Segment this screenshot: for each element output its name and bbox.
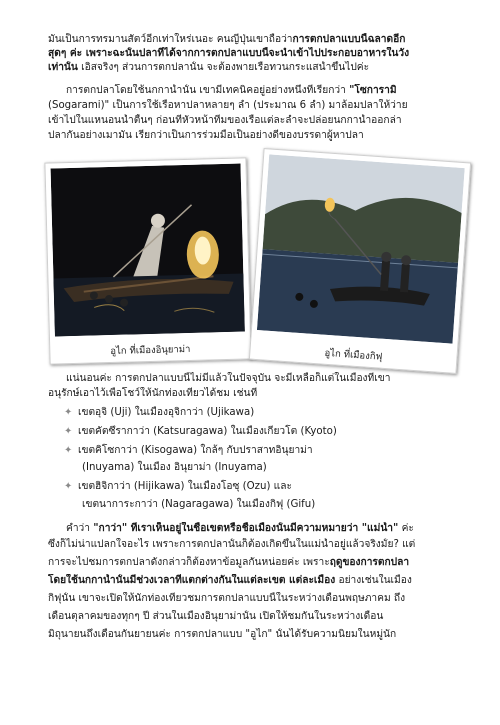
para-text: การตกปลาโดยใช้นกกาน้ำนั้น เขามีเทคนิคอยู่อย่างหนึ่งที่เรียกว่า bbox=[66, 85, 350, 96]
intro-line-2 bbox=[48, 47, 458, 61]
intro-text: มันเป็นการทรมานสัตว์อีกเท่าใหร่เนอะ คนญี่ปุ่นเขาถือว่า bbox=[48, 34, 293, 45]
para4-line-5: กิฟุนั้น เขาจะเปิดให้นักท่องเที่ยวชมการตกปลาแบบนี้ในระหว่างเดือนพฤษภาคม ถึง bbox=[48, 593, 406, 604]
para-bold-text: ฤดูของการตกปลา bbox=[329, 557, 410, 568]
intro-bold-text: การตกปลาแบบนี้ฉลาดอีก bbox=[292, 34, 406, 45]
para-bold-text: "โซการามิ bbox=[349, 85, 397, 96]
leaf-bullet-icon: ✦ bbox=[64, 481, 73, 492]
list-item bbox=[64, 406, 254, 420]
para4-line-4 bbox=[48, 574, 458, 588]
list-item bbox=[64, 480, 292, 494]
list-item-text: เขตฮิจิกาว่า (Hijikawa) ในเมืองโอซุ (Ozu) และ bbox=[78, 481, 292, 492]
para-text: อย่างเช่นในเมือง bbox=[335, 575, 412, 586]
cormorant-fishing-day-image bbox=[257, 154, 465, 343]
para3-line-1: แน่นอนค่ะ การตกปลาแบบนี้ไม่มีแล้วในปัจจุบัน จะมีเหลือก็แต่ในเมืองที่เขา bbox=[66, 373, 391, 384]
intro-line-3 bbox=[48, 61, 458, 75]
list-item bbox=[64, 444, 313, 458]
list-item-text: เขตคัตซึรากาว่า (Katsuragawa) ในเมืองเกียวโต (Kyoto) bbox=[78, 426, 337, 437]
leaf-bullet-icon: ✦ bbox=[64, 426, 73, 437]
photo-caption-right: อูไก ที่เมืองกิฟุ bbox=[324, 347, 383, 363]
list-item-continuation: เขตนาการะกาว่า (Nagaragawa) ในเมืองกิฟุ (Gifu) bbox=[82, 499, 316, 510]
para2-line-3: เข้าไปในแหนอนน้ำตื้นๆ ก่อนที่หัวหน้าทีมของเรือแต่ละลำจะปล่อยนกกาน้ำออกล่า bbox=[48, 115, 402, 126]
para-text: คำว่า bbox=[66, 523, 94, 534]
leaf-bullet-icon: ✦ bbox=[64, 407, 73, 418]
list-item-text: เขตอุจิ (Uji) ในเมืองอุจิกาว่า (Ujikawa) bbox=[78, 407, 255, 418]
para3-line-2: อนุรักษ์เอาไว้เพื่อโชว์ให้นักท่องเที่ยวได้ชม เช่นที่ bbox=[48, 388, 258, 399]
para4-line-3 bbox=[48, 556, 458, 570]
list-item-text: เขตคิโซกาว่า (Kisogawa) ใกล้ๆ กับปราสาทอินุยาม่า bbox=[78, 445, 313, 456]
para-bold-text: โดยใช้นกกาน้ำนั้นมีช่วงเวลาที่แตกต่างกันในแต่ละเขต แต่ละเมือง bbox=[48, 575, 336, 586]
intro-line-1 bbox=[48, 33, 458, 47]
cormorant-fishing-night-image bbox=[51, 164, 245, 337]
para-bold-text: "กาว่า" ที่เราเห็นอยู่ในชื่อเขตหรือชื่อเมืองนั้นมีความหมายว่า "แม่น้ำ" bbox=[93, 523, 399, 534]
para-text: ค่ะ bbox=[398, 523, 414, 534]
photo-caption-left: อูไก ที่เมืองอินุยาม่า bbox=[110, 343, 191, 358]
para2-line-2: (Sogarami)" เป็นการใช้เรือหาปลาหลายๆ ลำ (ประมาณ 6 ลำ) มาล้อมปลาให้ว่าย bbox=[48, 100, 408, 111]
list-item bbox=[64, 425, 337, 439]
intro-bold-text: เพราะฉะนั้นปลาที่ได้จากการตกปลาแบบนี้จะนำเข้าไปประกอบอาหารในวัง bbox=[85, 48, 410, 59]
photo-inuyama bbox=[44, 157, 251, 364]
para4-line-7: มิถุนายนถึงเดือนกันยายนค่ะ การตกปลาแบบ "อูไก" นั้นได้รับความนิยมในหมู่นัก bbox=[48, 629, 397, 640]
para4-line-2: ซึ่งก็ไม่น่าแปลกใจอะไร เพราะการตกปลานั้นก็ต้องเกิดขึ้นในแม่น้ำอยู่แล้วจริงมั้ย? แต่ bbox=[48, 539, 416, 550]
intro-bold-text: สุดๆ ค่ะ bbox=[48, 48, 86, 59]
intro-text: เอิสจริงๆ ส่วนการตกปลานั้น จะต้องพายเรือทวนกระแสน้ำขึ้นไปค่ะ bbox=[77, 62, 370, 73]
para4-line-6: เดือนตุลาคมของทุกๆ ปี ส่วนในเมืองอินุยาม่านั้น เปิดให้ชมกันในระหว่างเดือน bbox=[48, 611, 384, 622]
para-text: การจะไปชมการตกปลาดังกล่าวก็ต้องหาข้อมูลกันหน่อยค่ะ เพราะ bbox=[48, 557, 330, 568]
para2-line-4: ปลากันอย่างเมามัน เรียกว่าเป็นการร่วมมือเป็นอย่างดีของบรรดาผู้หาปลา bbox=[48, 130, 364, 141]
para2-line-1 bbox=[66, 84, 458, 98]
list-item-continuation: (Inuyama) ในเมือง อินุยาม่า (Inuyama) bbox=[82, 462, 267, 473]
intro-bold-text: เท่านั้น bbox=[48, 62, 78, 73]
photo-gifu bbox=[249, 148, 471, 374]
para4-line-1 bbox=[66, 522, 458, 536]
leaf-bullet-icon: ✦ bbox=[64, 445, 73, 456]
